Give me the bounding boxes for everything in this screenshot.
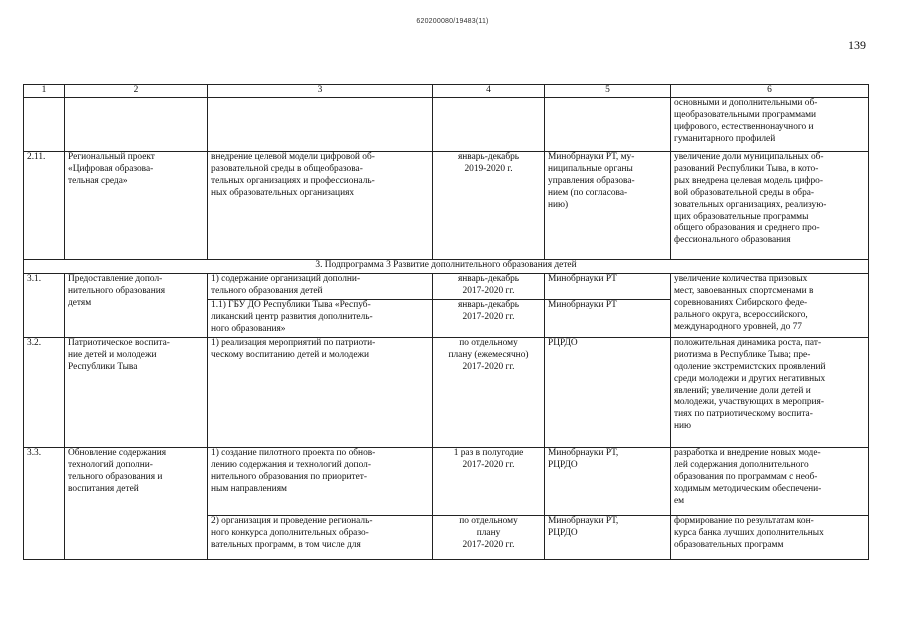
column-header: 1 [24, 85, 65, 98]
period-cell: январь-декабрь 2017-2020 гг. [433, 299, 545, 337]
period-cell: январь-декабрь 2017-2020 гг. [433, 273, 545, 299]
result-cell: разработка и внедрение новых моде- лей содержания дополнительного образования по программам с необ- ходимым методическим обеспечени- ем [671, 447, 869, 515]
section-row [24, 260, 869, 274]
result-cell: формирование по результатам кон- курса банка лучших дополнительных образовательных программ [671, 515, 869, 559]
column-header: 5 [545, 85, 671, 98]
period-cell: январь-декабрь 2019-2020 г. [433, 152, 545, 260]
table-row [24, 152, 869, 260]
activity-cell: внедрение целевой модели цифровой об- разовательной среды в общеобразова- тельных организациях и профессиональ- ных образовательных организациях [208, 152, 433, 260]
period-cell: 1 раз в полугодие 2017-2020 гг. [433, 447, 545, 515]
measures-table [23, 84, 869, 560]
result-cell: положительная динамика роста, пат- риотизма в Республике Тыва; пре- одоление экстремистских проявлений среди молодежи и других негативных явлений; увеличение доли детей и молодежи, участвующих в мероприя- тиях по патриотическому воспита- нию [671, 337, 869, 447]
item-title: Патриотическое воспита- ние детей и молодежи Республики Тыва [65, 337, 208, 447]
column-header: 4 [433, 85, 545, 98]
table-row [24, 98, 869, 152]
result-cell: увеличение доли муниципальных об- разований Республики Тыва, в кото- рых внедрена целевая модель цифро- вой образовательной среды в обра- зовательных организациях, реализую- щих образовательные программы общего образования и среднего про- фессионального образования [671, 152, 869, 260]
item-number: 3.2. [24, 337, 65, 447]
item-number: 3.3. [24, 447, 65, 559]
column-header: 6 [671, 85, 869, 98]
activity-cell: 1) содержание организаций дополни- тельного образования детей [208, 273, 433, 299]
result-cell: основными и дополнительными об- щеобразовательными программами цифрового, естественнонаучного и гуманитарного профилей [671, 98, 869, 152]
period-cell: по отдельному плану 2017-2020 гг. [433, 515, 545, 559]
table-row [24, 273, 869, 299]
item-title: Региональный проект «Цифровая образова- тельная среда» [65, 152, 208, 260]
item-title: Предоставление допол- нительного образования детям [65, 273, 208, 337]
page-number: 139 [848, 38, 866, 52]
item-number: 3.1. [24, 273, 65, 337]
responsible-cell: РЦРДО [545, 337, 671, 447]
period-cell: по отдельному плану (ежемесячно) 2017-2020 гг. [433, 337, 545, 447]
item-number: 2.11. [24, 152, 65, 260]
activity-cell: 2) организация и проведение региональ- ного конкурса дополнительных образо- вательных программ, в том числе для [208, 515, 433, 559]
table-header-row [24, 85, 869, 98]
responsible-cell: Минобрнауки РТ, РЦРДО [545, 515, 671, 559]
activity-cell: 1) создание пилотного проекта по обнов- лению содержания и технологий допол- нительного образования по приоритет- ным направлениям [208, 447, 433, 515]
table-row [24, 337, 869, 447]
activity-cell: 1) реализация мероприятий по патриоти- ческому воспитанию детей и молодежи [208, 337, 433, 447]
responsible-cell: Минобрнауки РТ, му- ниципальные органы управления образова- нием (по согласова- нию) [545, 152, 671, 260]
responsible-cell: Минобрнауки РТ [545, 273, 671, 299]
section-title: 3. Подпрограмма 3 Развитие дополнительного образования детей [24, 260, 869, 274]
table-row [24, 447, 869, 515]
result-cell: увеличение количества призовых мест, завоеванных спортсменами в соревнованиях Сибирского феде- рального округа, всероссийского, международного уровней, до 77 [671, 273, 869, 337]
item-title: Обновление содержания технологий дополни- тельного образования и воспитания детей [65, 447, 208, 559]
column-header: 3 [208, 85, 433, 98]
document-id: 620200080/19483(11) [416, 18, 489, 25]
activity-cell: 1.1) ГБУ ДО Республики Тыва «Респуб- ликанский центр развития дополнитель- ного образования» [208, 299, 433, 337]
responsible-cell: Минобрнауки РТ [545, 299, 671, 337]
column-header: 2 [65, 85, 208, 98]
responsible-cell: Минобрнауки РТ, РЦРДО [545, 447, 671, 515]
